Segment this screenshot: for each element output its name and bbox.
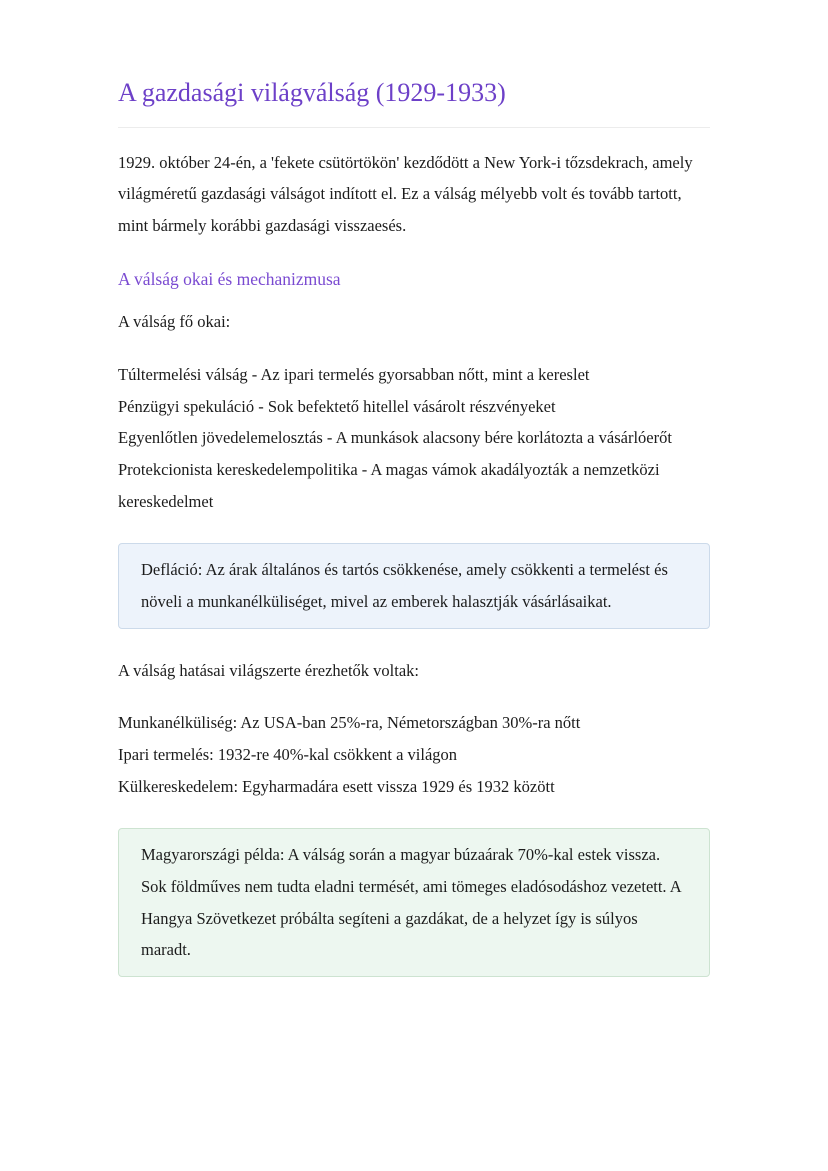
cause-item: Pénzügyi spekuláció - Sok befektető hitellel vásárolt részvényeket bbox=[118, 396, 556, 416]
section-heading-causes: A válság okai és mechanizmusa bbox=[118, 268, 341, 289]
effects-list bbox=[118, 707, 710, 802]
page-title: A gazdasági világválság (1929-1933) bbox=[118, 78, 506, 107]
cause-item: Túltermelési válság - Az ipari termelés gyorsabban nőtt, mint a kereslet bbox=[118, 364, 590, 384]
example-callout bbox=[118, 828, 710, 977]
definition-text: Defláció: Az árak általános és tartós csökkenése, amely csökkenti a termelést és növeli a munkanélküliséget, mivel az emberek halasztják vásárlásaikat. bbox=[141, 560, 668, 612]
intro-paragraph: 1929. október 24-én, a 'fekete csütörtökön' kezdődött a New York-i tőzsdekrach, amely világméretű gazdasági válságot indított el. Ez a válság mélyebb volt és tovább tartott, mint bármely korábbi gazdasági visszaesés. bbox=[118, 152, 693, 236]
causes-lead: A válság fő okai: bbox=[118, 312, 231, 332]
cause-item: Protekcionista kereskedelempolitika - A magas vámok akadályozták a nemzetközi kereskedelmet bbox=[118, 460, 660, 511]
cause-item: Egyenlőtlen jövedelemelosztás - A munkások alacsony bére korlátozta a vásárlóerőt bbox=[118, 428, 672, 448]
effect-item: Ipari termelés: 1932-re 40%-kal csökkent a világon bbox=[118, 745, 458, 765]
document-page bbox=[118, 0, 710, 977]
effect-item: Munkanélküliség: Az USA-ban 25%-ra, Németországban 30%-ra nőtt bbox=[118, 713, 581, 733]
effects-lead: A válság hatásai világszerte érezhetők voltak: bbox=[118, 660, 420, 680]
example-text: Magyarországi példa: A válság során a magyar búzaárak 70%-kal estek vissza. Sok földműves nem tudta eladni termését, ami tömeges eladósodáshoz vezetett. A Hangya Szövetkezet próbálta segíteni a gazdákat, de a helyzet így is súlyos maradt. bbox=[141, 845, 681, 960]
effect-item: Külkereskedelem: Egyharmadára esett vissza 1929 és 1932 között bbox=[118, 776, 555, 796]
definition-callout bbox=[118, 543, 710, 628]
title-divider bbox=[118, 127, 710, 128]
causes-list bbox=[118, 359, 710, 517]
